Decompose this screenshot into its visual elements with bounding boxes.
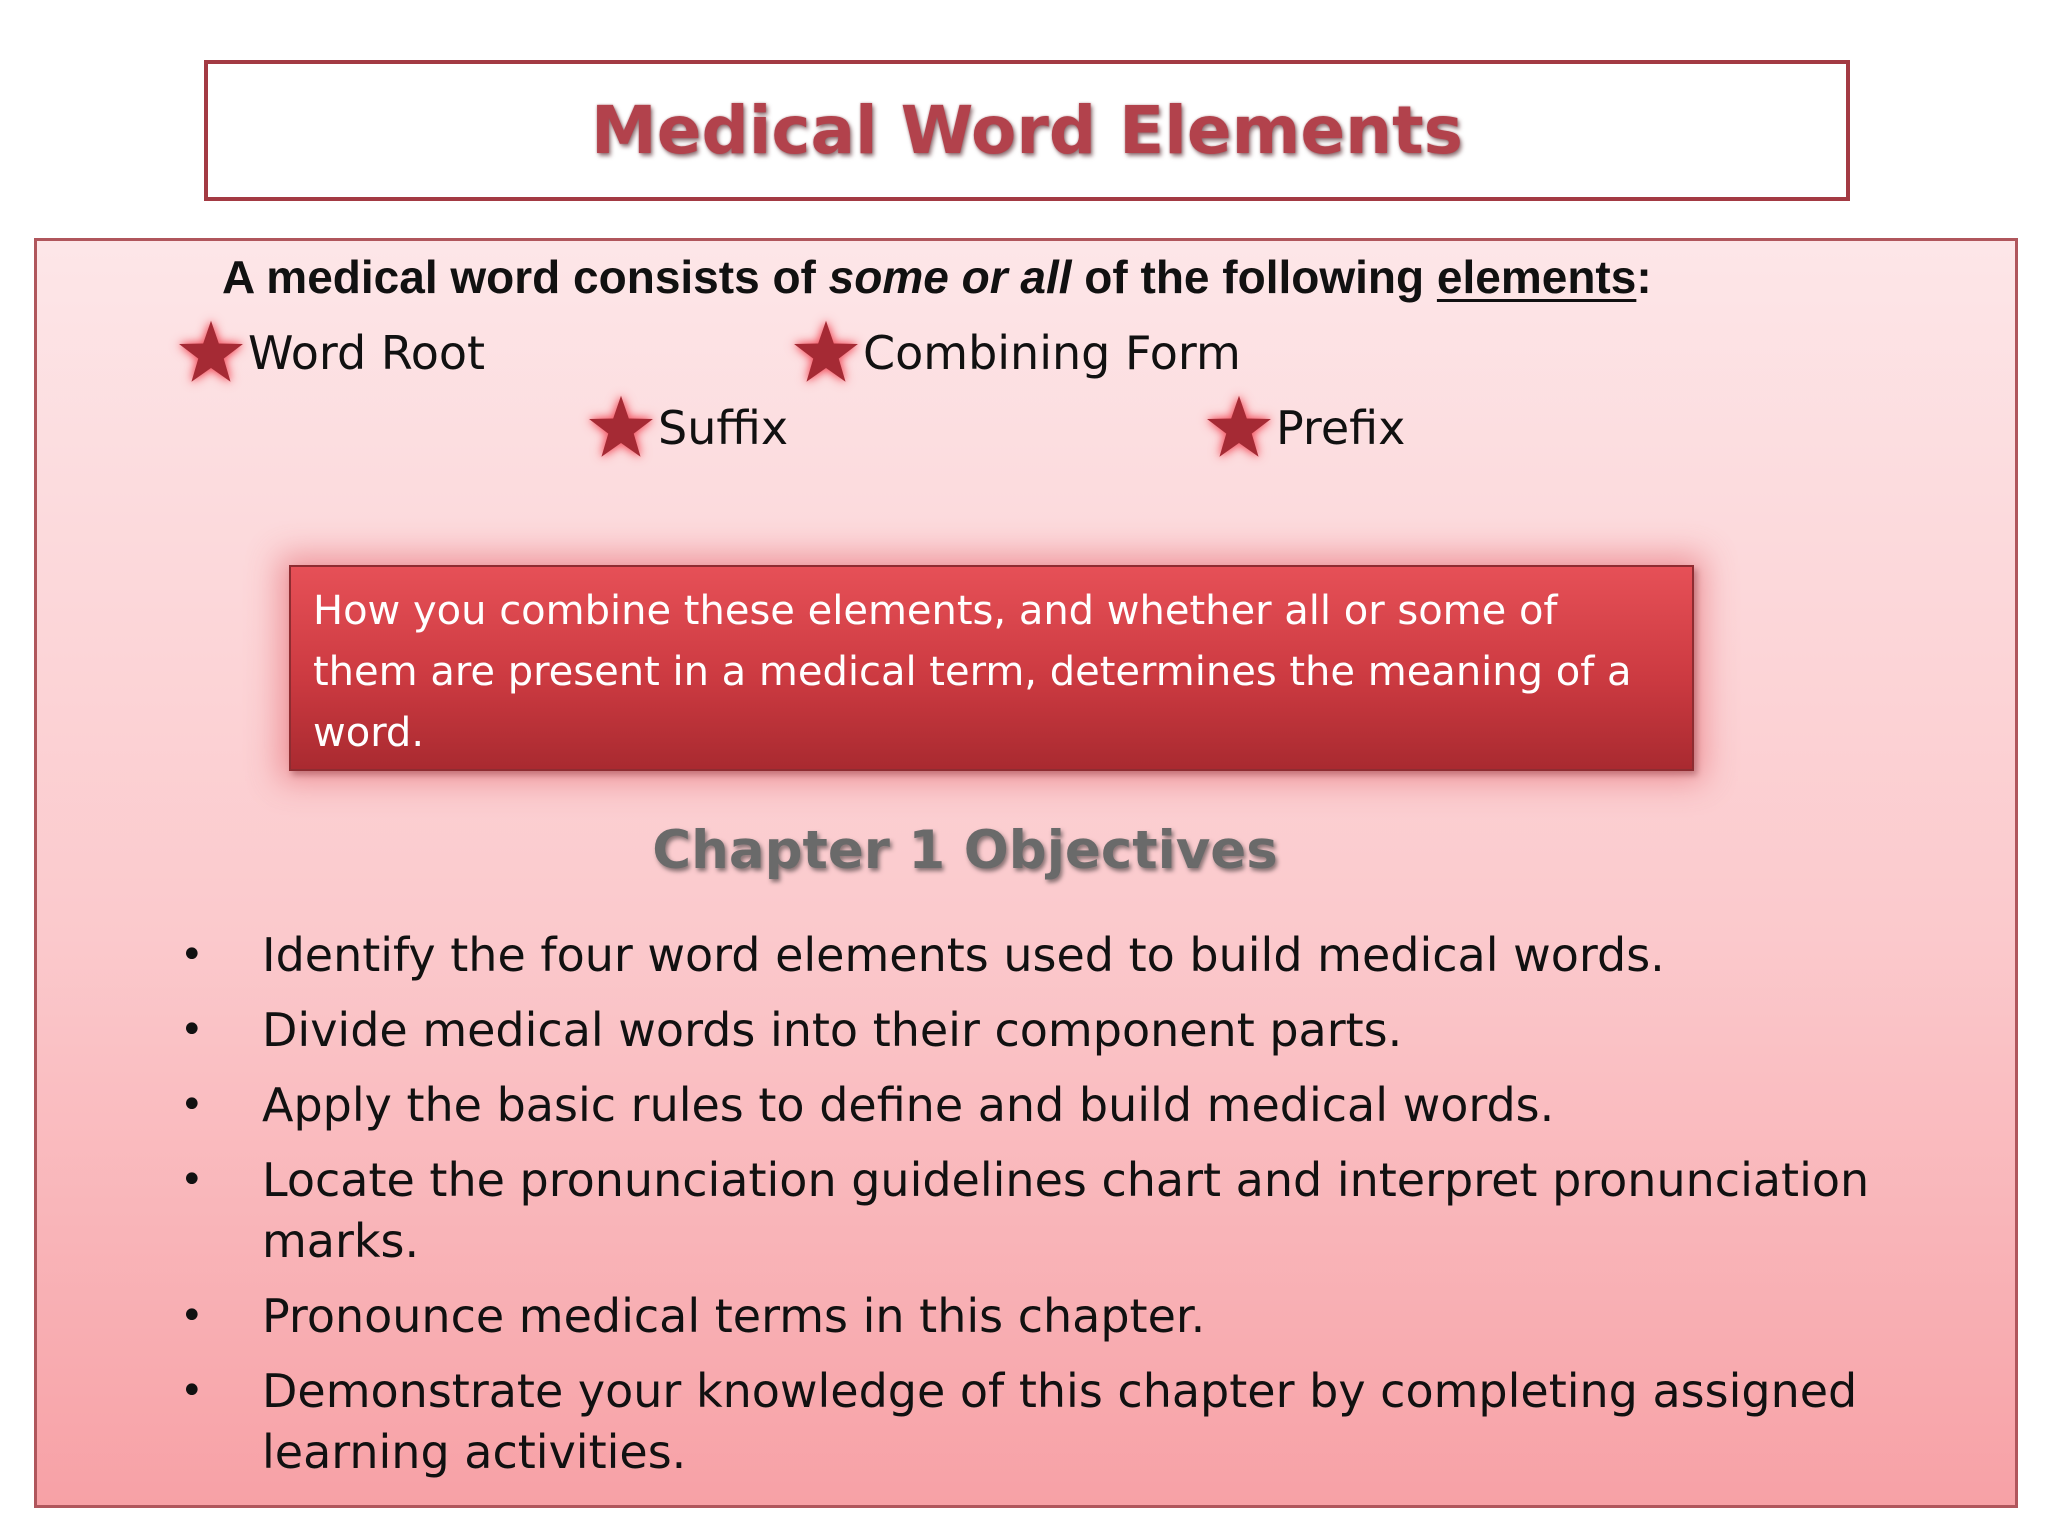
- element-label: Prefix: [1276, 401, 1406, 455]
- star-icon: [1204, 393, 1274, 463]
- objective-item: [180, 1150, 1970, 1272]
- element-word-root: [176, 318, 485, 388]
- objective-item: [180, 1286, 1970, 1347]
- bullet: •: [180, 932, 204, 978]
- element-label: Suffix: [658, 401, 789, 455]
- intro-part-1: A medical word consists of: [222, 251, 829, 303]
- element-suffix: [586, 393, 788, 463]
- callout-box: [289, 565, 1694, 771]
- intro-line: [222, 250, 1652, 304]
- bullet: •: [180, 1157, 204, 1203]
- bullet: •: [180, 1007, 204, 1053]
- callout-text: How you combine these elements, and whether all or some of them are present in a medical term, determines the meaning of a word.: [313, 588, 1632, 756]
- objective-text: Demonstrate your knowledge of this chapter by completing assigned learning activities.: [262, 1364, 1858, 1479]
- star-icon: [586, 393, 656, 463]
- objective-item: [180, 925, 1970, 986]
- objective-item: [180, 1075, 1970, 1136]
- element-prefix: [1204, 393, 1405, 463]
- title-box: [204, 60, 1850, 201]
- intro-part-3: :: [1636, 251, 1652, 303]
- element-combining-form: [791, 318, 1241, 388]
- bullet: •: [180, 1082, 204, 1128]
- intro-emphasis: some or all: [828, 251, 1072, 303]
- objective-text: Identify the four word elements used to build medical words.: [262, 928, 1665, 982]
- element-label: Word Root: [248, 326, 486, 380]
- objectives-list: [180, 925, 1970, 1497]
- bullet: •: [180, 1368, 204, 1414]
- section-heading: Chapter 1 Objectives: [652, 820, 1278, 881]
- star-icon: [176, 318, 246, 388]
- objective-text: Apply the basic rules to define and build medical words.: [262, 1078, 1555, 1132]
- slide-title: Medical Word Elements: [591, 92, 1463, 169]
- star-icon: [791, 318, 861, 388]
- objective-text: Divide medical words into their component parts.: [262, 1003, 1403, 1057]
- objective-item: [180, 1361, 1970, 1483]
- intro-underlined: elements: [1436, 251, 1637, 303]
- element-label: Combining Form: [863, 326, 1241, 380]
- bullet: •: [180, 1293, 204, 1339]
- intro-part-2: of the following: [1071, 251, 1437, 303]
- objective-text: Locate the pronunciation guidelines chart and interpret pronunciation marks.: [262, 1153, 1870, 1268]
- objective-item: [180, 1000, 1970, 1061]
- objective-text: Pronounce medical terms in this chapter.: [262, 1289, 1206, 1343]
